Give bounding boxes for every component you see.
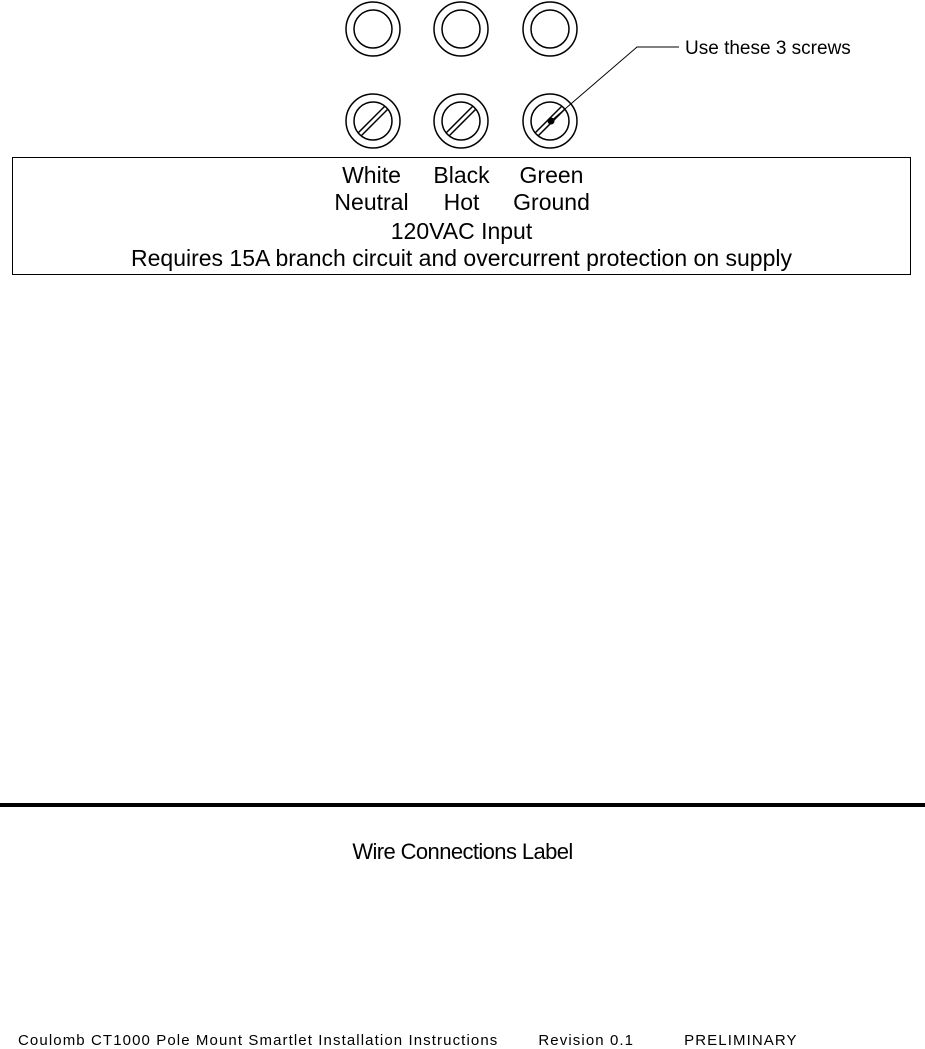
page-footer xyxy=(18,1032,798,1049)
callout-leader xyxy=(551,47,679,121)
footer-revision: Revision 0.1 xyxy=(538,1032,635,1049)
wire-connections-label xyxy=(12,157,911,275)
wire-function-neutral: Neutral xyxy=(334,189,409,215)
figure-caption: Wire Connections Label xyxy=(352,839,573,864)
wire-color-row xyxy=(13,162,910,189)
input-voltage-label: 120VAC Input xyxy=(390,218,533,244)
terminal-block-diagram xyxy=(0,0,925,160)
screw-hot-icon xyxy=(434,94,488,148)
wire-color-green: Green xyxy=(519,162,584,188)
screw-callout-label: Use these 3 screws xyxy=(685,38,851,59)
wire-function-hot: Hot xyxy=(443,189,480,215)
wire-function-ground: Ground xyxy=(513,189,590,215)
callout-leader-dot xyxy=(548,118,555,125)
terminal-top-3 xyxy=(523,2,577,56)
terminal-top-1 xyxy=(346,2,400,56)
wire-color-white: White xyxy=(342,162,401,188)
wire-function-row xyxy=(13,189,910,216)
circuit-requirement-text: Requires 15A branch circuit and overcurrent protection on supply xyxy=(131,245,792,271)
wire-color-black: Black xyxy=(433,162,490,188)
terminal-top-2 xyxy=(434,2,488,56)
screw-neutral-icon xyxy=(346,94,400,148)
footer-status: PRELIMINARY xyxy=(684,1032,798,1049)
footer-document-title: Coulomb CT1000 Pole Mount Smartlet Installation Instructions xyxy=(18,1032,499,1049)
section-divider xyxy=(0,803,925,807)
